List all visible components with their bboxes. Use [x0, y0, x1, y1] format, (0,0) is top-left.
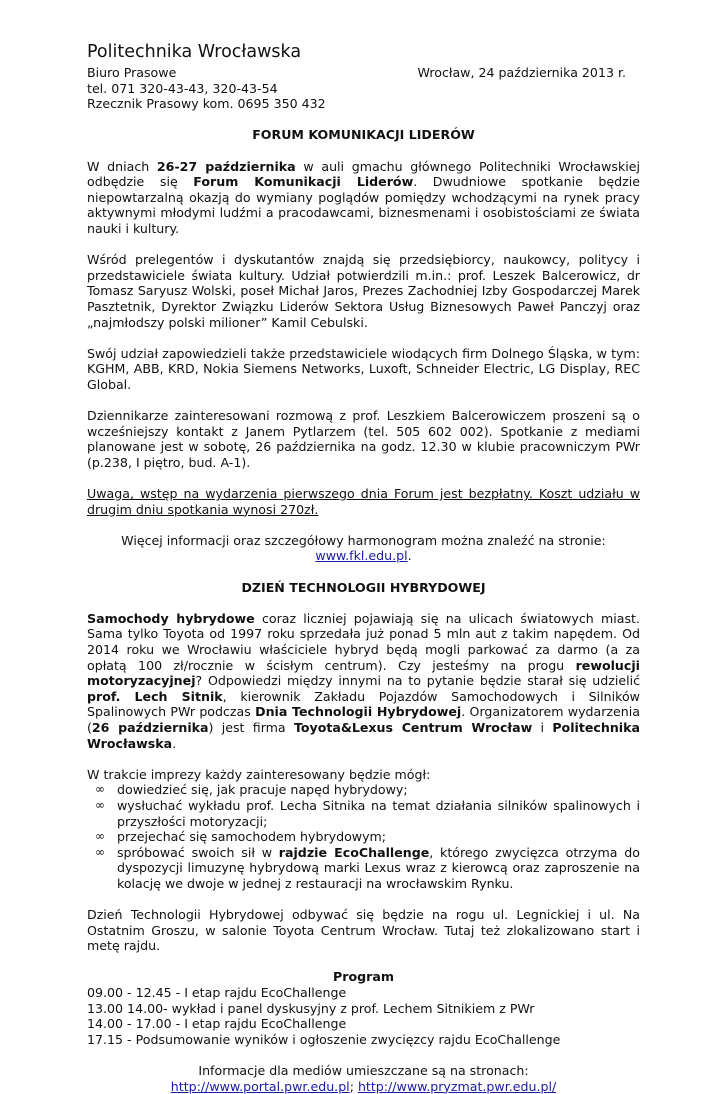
list-item: ∞ wysłuchać wykładu prof. Lecha Sitnika na temat działania silników spalinowych i przyszłości motoryzacji;	[95, 797, 640, 829]
program-title: Program	[333, 969, 394, 985]
program-item: 14.00 - 17.00 - I etap rajdu EcoChallenge	[87, 1016, 347, 1032]
press-office-label: Biuro Prasowe	[87, 65, 177, 80]
infinity-bullet-icon: ∞	[95, 782, 105, 797]
forum-paragraph-3: Swój udział zapowiedzieli także przedstawiciele wiodących firm Dolnego Śląska, w tym: KGHM, ABB, KRD, Nokia Siemens Networks, Luxoft, Schneider Electric, LG Display, REC Global.	[87, 345, 640, 392]
hybrid-section-title: DZIEŃ TECHNOLOGII HYBRYDOWEJ	[241, 579, 486, 595]
portal-link[interactable]: http://www.portal.pwr.edu.pl	[170, 1078, 350, 1094]
activities-list	[87, 782, 640, 891]
infinity-bullet-icon: ∞	[95, 829, 105, 844]
media-info: Informacje dla mediów umieszczane są na stronach: http://www.portal.pwr.edu.pl; http://www.pryzmat.pwr.edu.pl/	[170, 1063, 557, 1094]
forum-website-link[interactable]: www.fkl.edu.pl	[315, 548, 408, 564]
press-release	[87, 42, 640, 1094]
forum-notice: Uwaga, wstęp na wydarzenia pierwszego dnia Forum jest bezpłatny. Koszt udziału w drugim dniu spotkania wynosi 270zł.	[87, 486, 640, 517]
program-item: 17.15 - Podsumowanie wyników i ogłoszenie zwycięzcy rajdu EcoChallenge	[87, 1031, 561, 1047]
organization-name: Politechnika Wrocławska	[87, 42, 302, 62]
infinity-bullet-icon: ∞	[95, 797, 105, 812]
list-item: ∞ spróbować swoich sił w rajdzie EcoChallenge, którego zwycięzca otrzyma do dyspozycji limuzynę hybrydową marki Lexus wraz z kierowcą oraz zaproszenie na kolację we dwoje w jednej z restauracji na wrocławskim Rynku.	[95, 844, 640, 891]
pryzmat-link[interactable]: http://www.pryzmat.pwr.edu.pl/	[357, 1078, 557, 1094]
hybrid-paragraph-1: Samochody hybrydowe coraz liczniej pojawiają się na ulicach światowych miast. Sama tylko Toyota od 1997 roku sprzedała już ponad 5 mln aut z takim napędem. Od 2014 roku we Wrocławiu właściciele hybryd będą mogli parkować za darmo (a za opłatą 100 zł/rocznie w ścisłym centrum). Czy jesteśmy na progu rewolucji motoryzacyjnej? Odpowiedzi między innymi na to pytanie będzie starał się udzielić prof. Lech Sitnik, kierownik Zakładu Pojazdów Samochodowych i Silników Spalinowych PWr podczas Dnia Technologii Hybrydowej. Organizatorem wydarzenia (26 października) jest firma Toyota&Lexus Centrum Wrocław i Politechnika Wrocławska.	[87, 610, 640, 751]
activities-intro: W trakcie imprezy każdy zainteresowany będzie mógł:	[87, 766, 431, 782]
event-location: Dzień Technologii Hybrydowej odbywać się będzie na rogu ul. Legnickiej i ul. Na Ostatnim Groszu, w salonie Toyota Centrum Wrocław. Tutaj też zlokalizowano start i metę rajdu.	[87, 907, 640, 954]
phone-numbers: tel. 071 320-43-43, 320-43-54	[87, 80, 278, 96]
forum-paragraph-2: Wśród prelegentów i dyskutantów znajdą się przedsiębiorcy, naukowcy, politycy i przedstawiciele świata kultury. Udział potwierdzili m.in.: prof. Leszek Balcerowicz, dr Tomasz Saryusz Wolski, poseł Michał Jaros, Prezes Zachodniej Izby Gospodarczej Marek Pasztetnik, Dyrektor Związku Liderów Sektora Usług Biznesowych Paweł Panczyj oraz „najmłodszy polski milioner” Kamil Cebulski.	[87, 252, 640, 330]
list-item: ∞ przejechać się samochodem hybrydowym;	[95, 829, 387, 845]
header-row	[87, 65, 640, 81]
spokesperson-contact: Rzecznik Prasowy kom. 0695 350 432	[87, 96, 326, 112]
program-item: 09.00 - 12.45 - I etap rajdu EcoChallenge	[87, 985, 347, 1001]
forum-paragraph-4: Dziennikarze zainteresowani rozmową z prof. Leszkiem Balcerowiczem proszeni są o wcześniejszy kontakt z Janem Pytlarzem (tel. 505 602 002). Spotkanie z mediami planowane jest w sobotę, 26 października na godz. 12.30 w klubie pracowniczym PWr (p.238, I piętro, bud. A-1).	[87, 408, 640, 470]
infinity-bullet-icon: ∞	[95, 844, 105, 859]
forum-paragraph-1: W dniach 26-27 października w auli gmachu głównego Politechniki Wrocławskiej odbędzie się Forum Komunikacji Liderów. Dwudniowe spotkanie będzie niepowtarzalną okazją do wymiany poglądów pomiędzy wchodzącymi na rynek pracy aktywnymi młodymi ludźmi a pracodawcami, biznesmenami i osobistościami ze świata nauki i kultury.	[87, 158, 641, 236]
release-date: Wrocław, 24 października 2013 r.	[417, 65, 626, 80]
list-item: ∞ dowiedzieć się, jak pracuje napęd hybrydowy;	[95, 782, 408, 798]
more-info: Więcej informacji oraz szczegółowy harmonogram można znaleźć na stronie: www.fkl.edu.pl.	[121, 532, 606, 564]
program-item: 13.00 14.00- wykład i panel dyskusyjny z prof. Lechem Sitnikiem z PWr	[87, 1000, 535, 1016]
forum-section-title: FORUM KOMUNIKACJI LIDERÓW	[252, 127, 475, 143]
